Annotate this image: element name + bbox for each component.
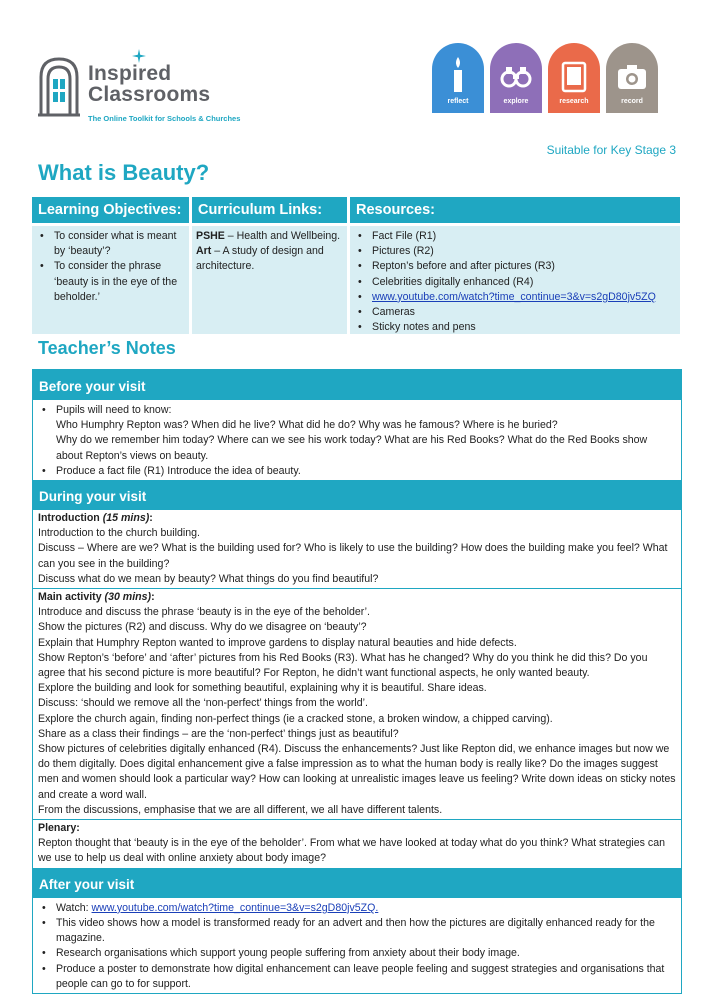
- list-item: • To consider the phrase ‘beauty is in the eye of the beholder.’: [36, 259, 185, 305]
- list-item: • Watch: www.youtube.com/watch?time_continue=3&v=s2gD80jv5ZQ.: [38, 901, 676, 916]
- header-curriculum-links: Curriculum Links:: [192, 197, 347, 223]
- overview-table: [32, 197, 680, 334]
- list-item: • Pictures (R2): [354, 244, 676, 259]
- before-visit-heading: Before your visit: [33, 370, 681, 400]
- badge-explore: explore: [490, 43, 542, 113]
- teacher-notes-box: [32, 369, 682, 994]
- list-item: • Produce a poster to demonstrate how digital enhancement can leave people feeling and suggest strategies and organisations that people can go to for support.: [38, 962, 676, 992]
- teacher-notes-heading: Teacher’s Notes: [38, 338, 176, 358]
- badge-record: record: [606, 43, 658, 113]
- activity-badges: [432, 43, 660, 113]
- logo-name: Inspired Classrooms: [88, 62, 211, 106]
- list-item: • This video shows how a model is transformed ready for an advert and then how the pictures are digitally enhanced ready for the magazine.: [38, 916, 676, 946]
- badge-reflect: reflect: [432, 43, 484, 113]
- introduction-block: Introduction (15 mins): Introduction to the church building. Discuss – Where are we? What is the building used for? Who is likely to use the building? How does the building make you feel? What can you see in the building? Discuss what do we mean by beauty? What things do you find beautiful?: [38, 512, 668, 585]
- tablet-icon: [558, 55, 590, 95]
- list-item: • Sticky notes and pens: [354, 320, 676, 335]
- after-visit-heading: After your visit: [33, 868, 681, 898]
- during-visit-heading: During your visit: [33, 480, 681, 510]
- during-visit-section: [33, 510, 681, 868]
- list-item: • Cameras: [354, 305, 676, 320]
- church-door-icon: [38, 55, 84, 117]
- list-item: • To consider what is meant by ‘beauty’?: [36, 229, 185, 259]
- sparkle-icon: [132, 49, 146, 63]
- logo-tagline: The Online Toolkit for Schools & Churches: [88, 114, 241, 123]
- curriculum-cell: [192, 226, 347, 334]
- badge-research: research: [548, 43, 600, 113]
- objectives-cell: [32, 226, 189, 334]
- main-activity-block: Main activity (30 mins): Introduce and discuss the phrase ‘beauty is in the eye of the beholder’. Show the pictures (R2) and discuss. Why do we disagree on ‘beauty’? Explain that Humphry Repton wanted to improve gardens to display natural beauties and hide defects. Show Repton’s ‘before’ and ‘after’ pictures from his Red Books (R3). What has he changed? Why do you think he did this? Do you agree that his second picture is more beautiful? For Repton, he didn’t want functional aspects, he only wanted beauty. Explore the building and look for something beautiful, explaining why it is beautiful. Share ideas. Discuss: ‘should we remove all the ‘non-perfect’ things from the world’. Explore the church again, finding non-perfect things (ie a cracked stone, a broken window, a chipped carving). Share as a class their findings – are the ‘non-perfect’ things just as beautiful? Show pictures of celebrities digitally enhanced (R4). Discuss the enhancements? Just like Repton did, we enhance images but now we do them digitally. Does digital enhancement give a false impression as to what the human body is really like? Do the images suggest men and women should look a particular way? How can looking at unrealistic images leave us feeling? Write down ideas on sticky notes and create a word wall. From the discussions, emphasise that we are all different, we all have different talents.: [33, 588, 681, 819]
- list-item: • Pupils will need to know: Who Humphry Repton was? When did he live? What did he do? Why was he famous? Where is he buried? Why do we remember him today? Where can we see his work today? What are his Red Books? What do the Red Books show about Repton’s views on beauty.: [38, 403, 676, 464]
- list-item: • Repton’s before and after pictures (R3): [354, 259, 676, 274]
- header-resources: Resources:: [350, 197, 680, 223]
- candle-icon: [442, 55, 474, 95]
- header-learning-objectives: Learning Objectives:: [32, 197, 189, 223]
- resources-cell: [350, 226, 680, 334]
- list-item: [354, 290, 676, 305]
- youtube-link[interactable]: www.youtube.com/watch?time_continue=3&v=s2gD80jv5ZQ: [372, 290, 656, 303]
- plenary-block: Plenary: Repton thought that ‘beauty is in the eye of the beholder’. From what we have looked at today what do you think? What strategies can we use to help us deal with online anxiety about body image?: [33, 819, 681, 868]
- before-visit-section: [33, 400, 681, 480]
- youtube-link[interactable]: www.youtube.com/watch?time_continue=3&v=s2gD80jv5ZQ.: [91, 901, 379, 914]
- list-item: • Celebrities digitally enhanced (R4): [354, 275, 676, 290]
- list-item: • Fact File (R1): [354, 229, 676, 244]
- list-item: • Research organisations which support young people suffering from anxiety about their body image.: [38, 946, 676, 961]
- camera-icon: [616, 55, 648, 95]
- list-item: • Produce a fact file (R1) Introduce the idea of beauty.: [38, 464, 676, 479]
- curriculum-pshe: PSHE – Health and Wellbeing.: [196, 230, 341, 242]
- inspired-classrooms-logo: [38, 55, 288, 125]
- binoculars-icon: [500, 55, 532, 95]
- after-visit-section: [33, 898, 681, 993]
- curriculum-art: Art – A study of design and architecture.: [196, 245, 324, 273]
- key-stage-label: Suitable for Key Stage 3: [546, 143, 676, 157]
- page-title: What is Beauty?: [38, 160, 210, 185]
